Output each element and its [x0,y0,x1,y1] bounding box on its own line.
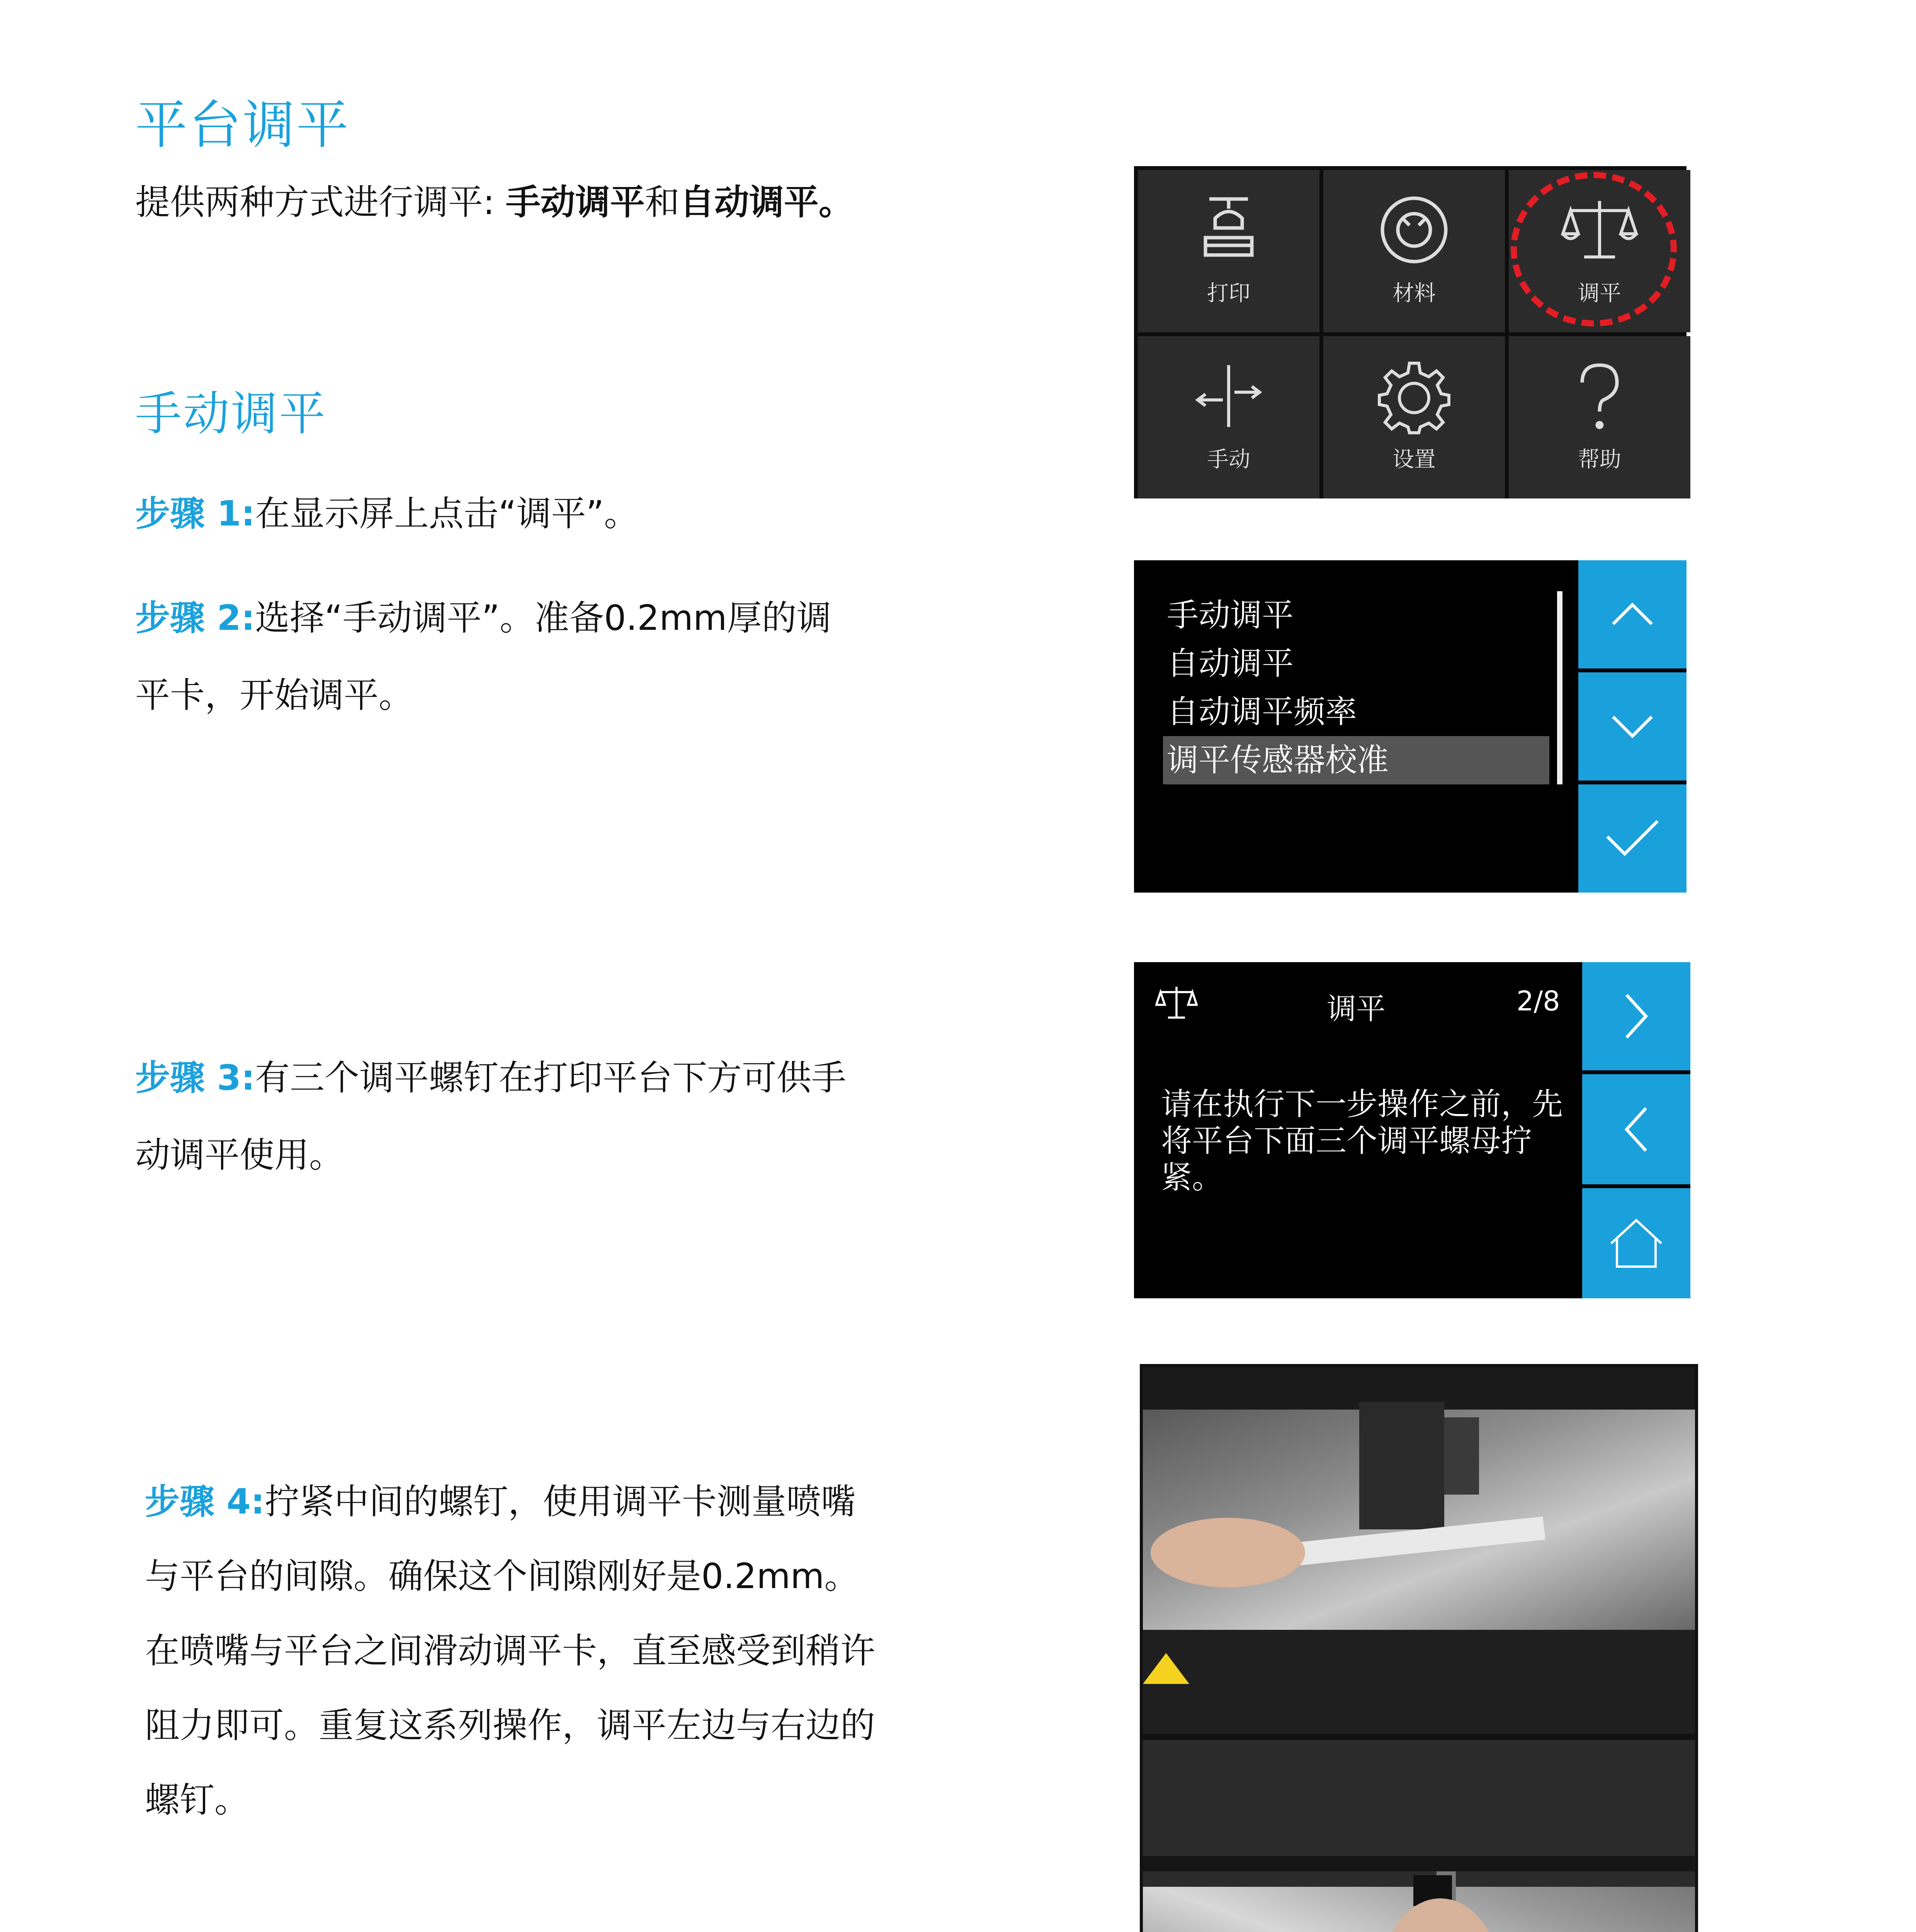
list-item[interactable]: 手动调平 [1167,597,1294,634]
step-1-label: 步骤 1: [135,493,255,534]
step-2-label: 步骤 2: [135,598,255,638]
menu-tile-manual[interactable] [1138,336,1319,498]
menu-tile-label: 设置 [1392,447,1436,472]
highlight-circle [1511,172,1677,327]
step-2-line2: 平卡，开始调平。 [135,675,413,716]
home-icon [1607,1216,1665,1270]
photo-leveling-screw [1140,1737,1698,1932]
menu-tile-settings[interactable] [1323,336,1505,498]
down-button[interactable] [1578,672,1686,781]
step-2-line1: 选择“手动调平”。准备0.2mm厚的调 [255,598,831,638]
chevron-up-icon [1611,601,1654,628]
section-title: 手动调平 [135,387,327,441]
check-icon [1605,819,1659,858]
up-button[interactable] [1578,560,1686,668]
step-4-line4: 阻力即可。重复这系列操作，调平左边与右边的 [145,1705,875,1746]
menu-tile-help[interactable] [1509,336,1690,498]
leveling-menu-screen [1134,560,1686,893]
material-icon [1323,189,1505,270]
chevron-down-icon [1611,713,1654,740]
list-item[interactable]: 自动调平频率 [1167,694,1357,730]
scrollbar[interactable] [1557,591,1562,784]
step-4-line2: 与平台的间隙。确保这个间隙刚好是0.2mm。 [145,1556,859,1597]
step-1 [135,475,639,553]
menu-tile-label: 打印 [1207,281,1250,306]
print-icon [1138,189,1319,270]
step-4-line3: 在喷嘴与平台之间滑动调平卡，直至感受到稍许 [145,1631,875,1671]
step-4-line5: 螺钉。 [145,1780,249,1820]
step-3 [135,1039,846,1194]
menu-tile-label: 帮助 [1578,447,1621,472]
next-button[interactable] [1582,962,1690,1070]
step-3-line1: 有三个调平螺钉在打印平台下方可供手 [255,1058,846,1098]
list-item-selected[interactable]: 调平传感器校准 [1163,736,1549,784]
step-4-label: 步骤 4: [145,1481,265,1522]
back-button[interactable] [1582,1074,1690,1184]
leveling-menu-list [1163,591,1549,784]
intro-and: 和 [644,182,680,223]
home-button[interactable] [1582,1188,1690,1298]
chevron-left-icon [1623,1106,1650,1153]
intro-text [135,174,853,224]
chevron-right-icon [1623,993,1650,1039]
menu-tile-print[interactable] [1138,170,1319,332]
photo-nozzle-calibration [1140,1364,1698,1737]
screen-message: 请在执行下一步操作之前，先将平台下面三个调平螺母拧紧。 [1161,1086,1563,1196]
intro-manual: 手动调平 [505,182,645,223]
menu-tile-material[interactable] [1323,170,1505,332]
step-3-label: 步骤 3: [135,1058,255,1098]
intro-auto: 自动调平 [679,182,819,223]
list-item[interactable]: 自动调平 [1167,645,1294,682]
step-4-line1: 拧紧中间的螺钉，使用调平卡测量喷嘴 [264,1481,856,1522]
step-2 [135,580,831,734]
step-4 [145,1464,875,1837]
menu-tile-label: 手动 [1207,447,1250,472]
page-indicator: 2/8 [1516,985,1560,1017]
leveling-screen [1134,962,1690,1298]
step-3-line2: 动调平使用。 [135,1135,344,1175]
screen-title: 调平 [1327,992,1386,1026]
intro-end: 。 [818,182,853,223]
intro-prefix: 提供两种方式进行调平: [135,182,506,223]
menu-tile-label: 调平 [1578,281,1621,306]
menu-tile-label: 材料 [1392,281,1436,306]
manual-move-icon [1138,355,1319,437]
gear-icon [1323,355,1505,437]
page-title: 平台调平 [135,95,350,155]
step-1-text: 在显示屏上点击“调平”。 [255,493,639,534]
help-icon [1509,355,1690,437]
confirm-button[interactable] [1578,784,1686,893]
